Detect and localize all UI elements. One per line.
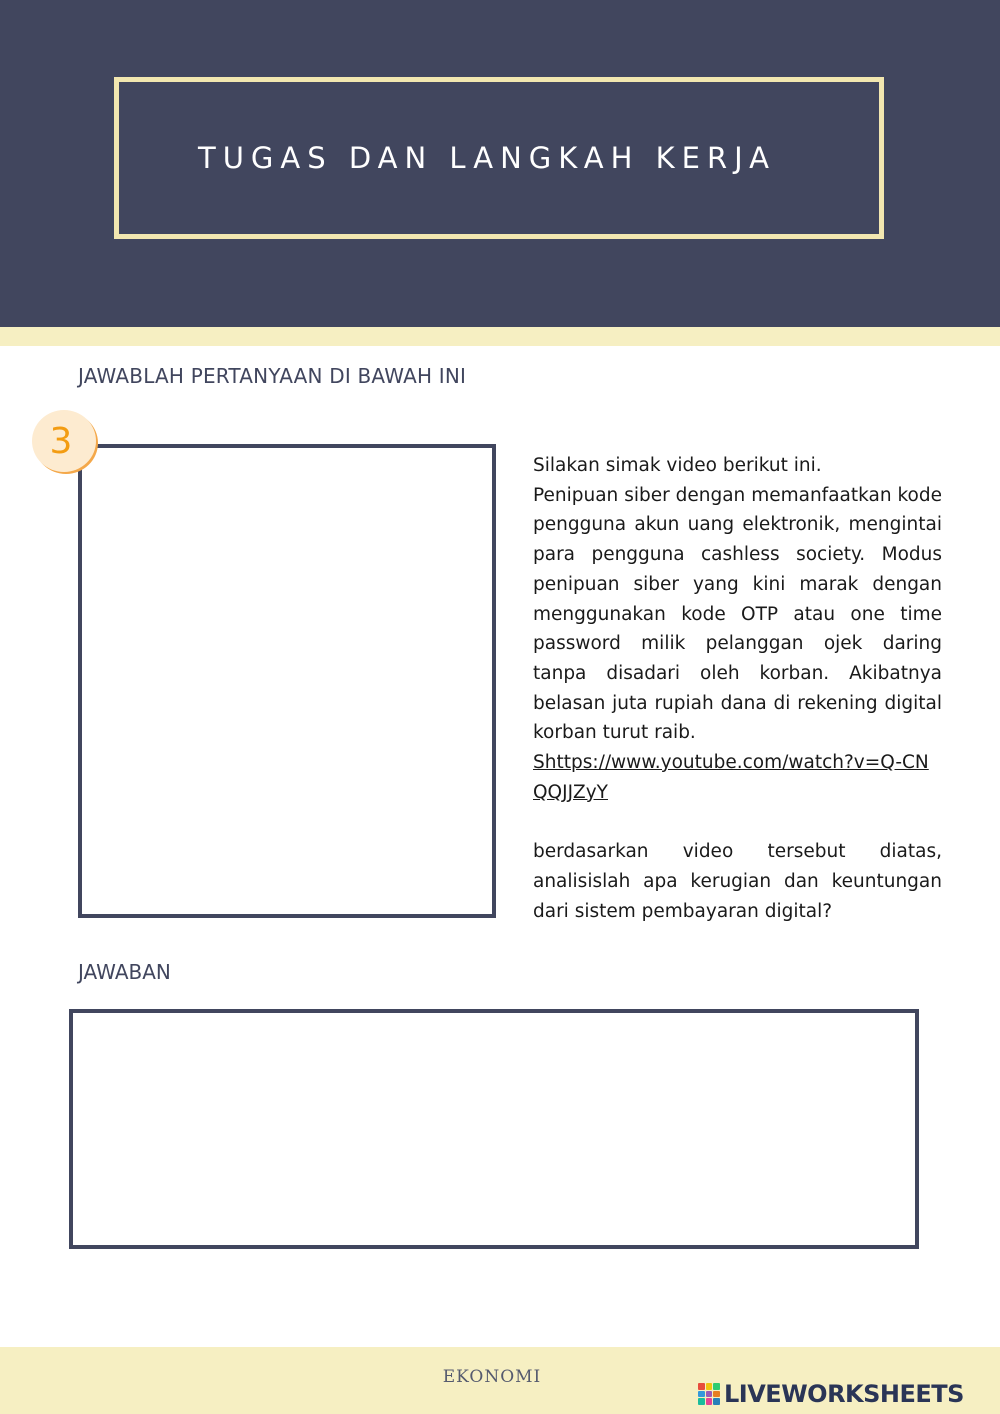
liveworksheets-logo-icon [698,1383,720,1405]
spacer [533,807,942,837]
instruction-heading: JAWABLAH PERTANYAAN DI BAWAH INI [78,364,467,388]
brand-logo-group[interactable] [698,1377,964,1411]
question-number-badge [32,410,96,472]
video-link[interactable]: Shttps://www.youtube.com/watch?v=Q-CNQQJJZyY [533,752,929,803]
header-stripe [0,327,1000,346]
question-number: 3 [49,420,73,462]
video-embed-box[interactable] [78,444,496,918]
answer-label: JAWABAN [78,960,171,984]
question-prompt: berdasarkan video tersebut diatas, analisislah apa kerugian dan keuntungan dari sistem pembayaran digital? [533,841,942,922]
question-intro: Silakan simak video berikut ini. [533,455,822,476]
question-text-block [533,451,942,926]
brand-name: LIVEWORKSHEETS [724,1380,964,1408]
title-frame [114,77,884,239]
footer-subject: EKONOMI [442,1367,542,1387]
question-body: Penipuan siber dengan memanfaatkan kode pengguna akun uang elektronik, mengintai para pengguna cashless society. Modus penipuan siber yang kini marak dengan menggunakan kode OTP atau one time password milik pelanggan ojek daring tanpa disadari oleh korban. Akibatnya belasan juta rupiah dana di rekening digital korban turut raib. [533,484,942,744]
answer-input-box[interactable] [69,1009,919,1249]
page-title: TUGAS DAN LANGKAH KERJA [197,141,777,175]
